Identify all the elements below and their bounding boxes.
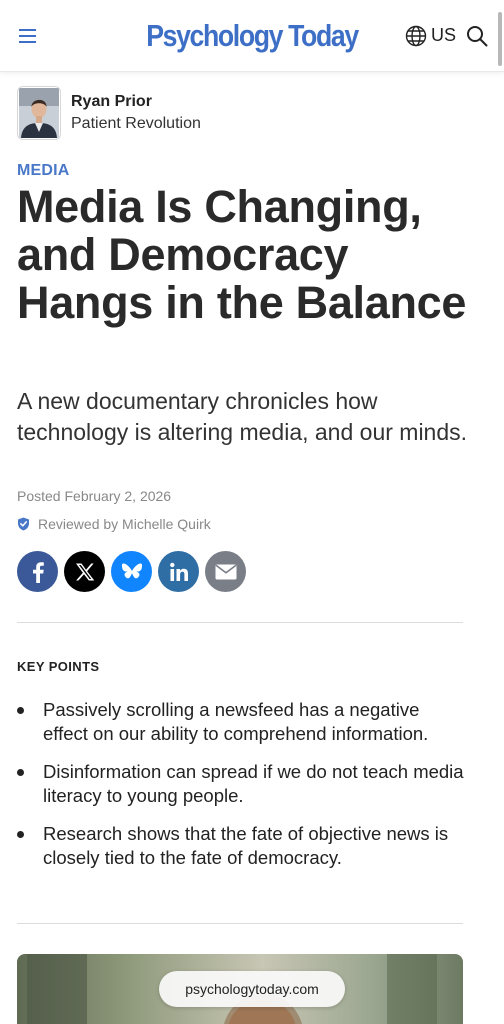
reviewed-by[interactable] bbox=[17, 516, 211, 532]
author-affiliation[interactable]: Patient Revolution bbox=[71, 115, 201, 132]
section-divider bbox=[17, 923, 463, 924]
globe-icon bbox=[405, 25, 427, 47]
reviewer-label: Reviewed by Michelle Quirk bbox=[38, 516, 211, 532]
x-icon bbox=[75, 563, 95, 581]
scrollbar[interactable] bbox=[498, 12, 502, 66]
site-logo[interactable]: Psychology Today bbox=[146, 17, 358, 53]
post-date: Posted February 2, 2026 bbox=[17, 488, 172, 504]
author-byline[interactable] bbox=[17, 86, 201, 140]
facebook-share-button[interactable] bbox=[17, 551, 58, 592]
key-point-text: Passively scrolling a newsfeed has a negative effect on our ability to comprehend information. bbox=[43, 699, 429, 744]
key-point-item bbox=[17, 822, 467, 870]
facebook-icon bbox=[31, 561, 45, 583]
bullet-icon bbox=[17, 831, 24, 838]
key-points-heading: KEY POINTS bbox=[17, 659, 100, 674]
author-name[interactable]: Ryan Prior bbox=[71, 93, 152, 110]
linkedin-share-button[interactable] bbox=[158, 551, 199, 592]
header-actions bbox=[405, 25, 488, 47]
bluesky-icon bbox=[121, 562, 143, 582]
bullet-icon bbox=[17, 707, 24, 714]
search-icon[interactable] bbox=[466, 25, 488, 47]
author-info bbox=[71, 93, 201, 133]
bullet-icon bbox=[17, 769, 24, 776]
category-link[interactable]: MEDIA bbox=[17, 162, 70, 179]
bluesky-share-button[interactable] bbox=[111, 551, 152, 592]
section-divider bbox=[17, 622, 463, 623]
key-point-item bbox=[17, 760, 467, 808]
key-point-item bbox=[17, 698, 467, 746]
article-title: Media Is Changing, and Democracy Hangs in the Balance bbox=[17, 181, 467, 328]
linkedin-icon bbox=[169, 562, 189, 582]
email-icon bbox=[215, 564, 237, 580]
site-header bbox=[0, 0, 504, 72]
author-avatar[interactable] bbox=[17, 86, 61, 140]
key-point-text: Disinformation can spread if we do not teach media literacy to young people. bbox=[43, 761, 464, 806]
hamburger-menu-icon[interactable] bbox=[16, 24, 40, 48]
key-points-list bbox=[17, 698, 467, 884]
verified-shield-icon bbox=[17, 517, 30, 531]
email-share-button[interactable] bbox=[205, 551, 246, 592]
region-label: US bbox=[430, 25, 456, 45]
key-point-text: Research shows that the fate of objective news is closely tied to the fate of democracy. bbox=[43, 823, 449, 868]
browser-url-pill[interactable]: psychologytoday.com bbox=[159, 971, 345, 1007]
region-selector[interactable] bbox=[405, 25, 456, 47]
share-bar bbox=[17, 551, 246, 592]
article-subtitle: A new documentary chronicles how technology is altering media, and our minds. bbox=[17, 388, 468, 445]
x-share-button[interactable] bbox=[64, 551, 105, 592]
